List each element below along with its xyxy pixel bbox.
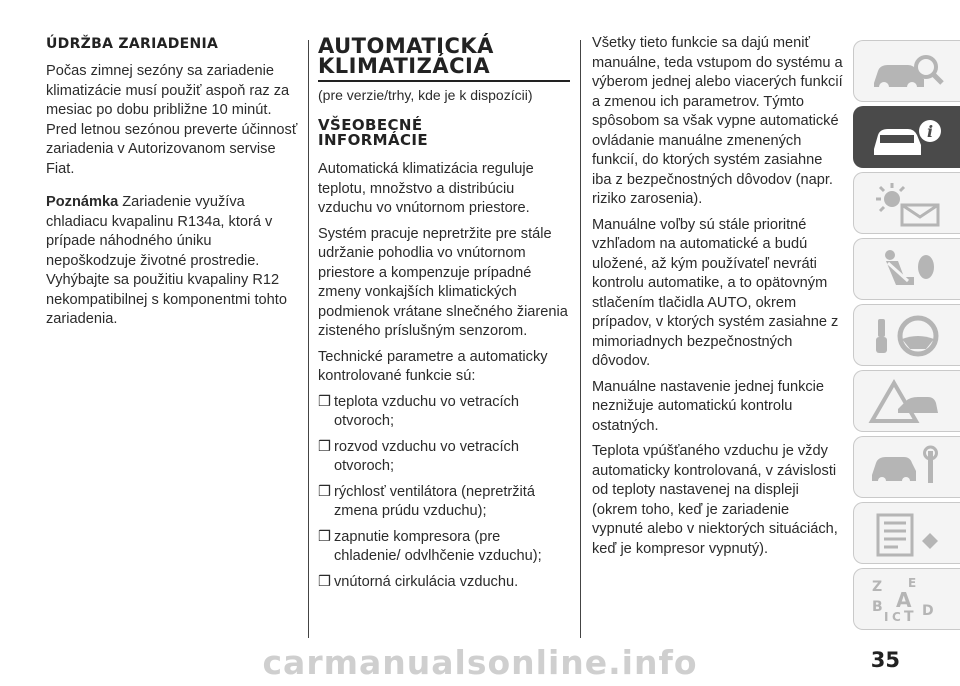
tab-breakdown[interactable] bbox=[853, 370, 960, 432]
alphabetical-index-icon bbox=[868, 577, 948, 623]
index-letter: C bbox=[892, 610, 901, 623]
column-automatic-ac-continued bbox=[592, 34, 844, 565]
index-letter: D bbox=[922, 603, 934, 619]
chapter-title-line1: AUTOMATICKÁ bbox=[318, 34, 494, 58]
maintenance-paragraph: Počas zimnej sezóny sa zariadenie klimatizácie musí použiť aspoň raz za mesiac po dobu približne 10 minút. Pred letnou sezónou preverte účinnosť zariadenia v Autorizovanom servise Fiat. bbox=[46, 63, 298, 177]
manual-setting-paragraph: Manuálne nastavenie jednej funkcie neznižuje automatickú kontrolu ostatných. bbox=[592, 378, 825, 434]
warning-lights-icon bbox=[868, 181, 948, 227]
air-temperature-paragraph: Teplota vpúšťaného vzduchu je vždy automaticky kontrolovaná, v závislosti od teploty nastavenej na displeji (okrem toho, keď je zariadenie vypnuté alebo v niektorých situáciách, keď je kompresor vypnutý). bbox=[592, 443, 838, 557]
chapter-title-line2: KLIMATIZÁCIA bbox=[318, 54, 491, 78]
section-heading-line1: VŠEOBECNÉ bbox=[318, 116, 423, 134]
car-search-icon bbox=[868, 49, 948, 95]
note-label: Poznámka bbox=[46, 194, 119, 210]
list-item: ❒ teplota vzduchu vo vetracích otvoroch; bbox=[318, 393, 519, 429]
list-item: ❒ vnútorná cirkulácia vzduchu. bbox=[318, 573, 570, 593]
tab-alphabetical-index[interactable] bbox=[853, 568, 960, 630]
functions-paragraph: Všetky tieto funkcie sa dajú meniť manuálne, teda vstupom do systému a výberom jednej alebo viacerých funkcií a zmenou ich parametrov. Týmto spôsobom sa však vypne automatické ovládanie manuálne zmenených funkcií, do ktorých systém zasiahne iba z bezpečnostných dôvodov (napr. riziko zarosenia). bbox=[592, 35, 843, 207]
section-heading-maintenance: ÚDRŽBA ZARIADENIA bbox=[46, 36, 219, 52]
column-maintenance bbox=[46, 36, 302, 336]
watermark: carmanualsonline.info bbox=[262, 643, 698, 682]
tab-car-info[interactable] bbox=[853, 106, 960, 168]
list-item: ❒ rozvod vzduchu vo vetracích otvoroch; bbox=[318, 438, 519, 474]
section-heading-line2: INFORMÁCIE bbox=[318, 131, 429, 149]
checkbox-bullet-icon: ❒ bbox=[318, 438, 332, 455]
tab-technical-data[interactable] bbox=[853, 502, 960, 564]
checkbox-bullet-icon: ❒ bbox=[318, 483, 332, 500]
index-letter: T bbox=[904, 609, 914, 623]
index-letter: B bbox=[872, 599, 883, 615]
manual-choice-paragraph: Manuálne voľby sú stále prioritné vzhľadom na automatické a budú uložené, až kým používateľ nevráti kontrolu automatike, a to opätovným stlačením tlačidla AUTO, okrem prípadov, v ktorých systém zasiahne z mimoriadnych bezpečnostných dôvodov. bbox=[592, 216, 839, 369]
index-letter: Z bbox=[872, 579, 883, 595]
list-item: ❒ rýchlosť ventilátora (nepretržitá zmena prúdu vzduchu); bbox=[318, 483, 535, 519]
technical-data-icon bbox=[868, 511, 948, 557]
list-item: ❒ zapnutie kompresora (pre chladenie/ odvlhčenie vzduchu); bbox=[318, 528, 542, 564]
column-divider bbox=[580, 40, 581, 638]
key-steering-wheel-icon bbox=[868, 313, 948, 359]
tab-car-search[interactable] bbox=[853, 40, 960, 102]
section-heading-general bbox=[318, 118, 570, 148]
index-letter: I bbox=[884, 610, 889, 623]
svg-text:i: i bbox=[926, 122, 934, 141]
chapter-subtitle: (pre verzie/trhy, kde je k dispozícii) bbox=[318, 87, 533, 103]
general-paragraph-3: Technické parametre a automaticky kontrolované funkcie sú: bbox=[318, 348, 548, 384]
breakdown-warning-icon bbox=[868, 379, 948, 425]
car-info-icon bbox=[868, 115, 948, 161]
index-letter: A bbox=[896, 588, 912, 612]
tab-warning-lights[interactable] bbox=[853, 172, 960, 234]
column-automatic-ac bbox=[318, 36, 570, 598]
checkbox-bullet-icon: ❒ bbox=[318, 393, 332, 410]
seat-airbag-icon bbox=[868, 247, 948, 293]
general-paragraph-1: Automatická klimatizácia reguluje teplotu, množstvo a distribúciu vzduchu vo vnútornom priestore. bbox=[318, 161, 534, 216]
note-text: Zariadenie využíva chladiacu kvapalinu R134a, ktorá v prípade náhodného úniku nepoškodzuje životné prostredie. Vyhýbajte sa použitiu kvapaliny R12 nekompatibilnej s komponentmi tohto zariadenia. bbox=[46, 194, 287, 327]
tab-key-steering[interactable] bbox=[853, 304, 960, 366]
index-letter: E bbox=[908, 577, 917, 590]
page-number: 35 bbox=[870, 648, 900, 672]
note-paragraph bbox=[46, 193, 302, 330]
title-underline bbox=[318, 80, 570, 82]
checkbox-bullet-icon: ❒ bbox=[318, 528, 332, 545]
tab-seat-airbag[interactable] bbox=[853, 238, 960, 300]
tab-car-maintenance[interactable] bbox=[853, 436, 960, 498]
general-paragraph-2: Systém pracuje nepretržite pre stále udržanie pohodlia vo vnútornom priestore a kompenzuje prípadné zmeny vonkajších klimatických podmienok vrátane slnečného žiarenia zisteného príslušným senzorom. bbox=[318, 225, 568, 339]
car-maintenance-icon bbox=[868, 445, 948, 491]
column-divider bbox=[308, 40, 309, 638]
checkbox-bullet-icon: ❒ bbox=[318, 573, 332, 590]
